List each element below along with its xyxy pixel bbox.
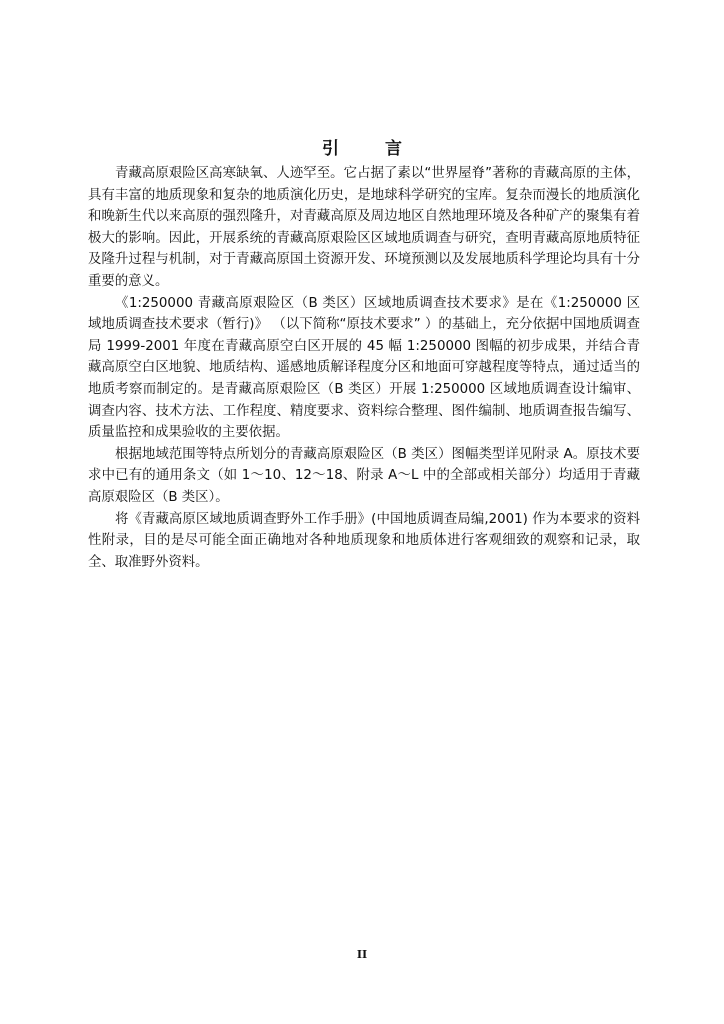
- paragraph-field-manual: 将《青藏高原区域地质调查野外工作手册》(中国地质调查局编,2001) 作为本要求的资料性附录，目的是尽可能全面正确地对各种地质现象和地质体进行客观细致的观察和记录，取全、取准野外资料。: [88, 511, 640, 570]
- page-number: II: [356, 948, 368, 961]
- section-title: 引 言: [322, 139, 422, 159]
- body-text: [88, 163, 640, 573]
- paragraph-technical-requirements: 《1:250000 青藏高原艰险区（B 类区）区域地质调查技术要求》是在《1:250000 区域地质调查技术要求（暂行)》 （以下简称“原技术要求” ）的基础上，充分依据中国地质调查局 1999-2001 年度在青藏高原空白区开展的 45 幅 1:250000 图幅的初步成果，并结合青藏高原空白区地貌、地质结构、遥感地质解译程度分区和地面可穿越程度等特点，通过适当的地质考察而制定的。是青藏高原艰险区（B 类区）开展 1:250000 区域地质调查设计编审、调查内容、技术方法、工作程度、精度要求、资料综合整理、图件编制、地质调查报告编写、质量监控和成果验收的主要依据。: [88, 295, 640, 441]
- paragraph-map-types: 根据地域范围等特点所划分的青藏高原艰险区（B 类区）图幅类型详见附录 A。原技术要求中已有的通用条文（如 1～10、12～18、附录 A～L 中的全部或相关部分）均适用于青藏高原艰险区（B 类区）。: [88, 446, 640, 505]
- paragraph-intro: 青藏高原艰险区高寒缺氧、人迹罕至。它占据了素以“世界屋脊”著称的青藏高原的主体，具有丰富的地质现象和复杂的地质演化历史，是地球科学研究的宝库。复杂而漫长的地质演化和晚新生代以来高原的强烈隆升，对青藏高原及周边地区自然地理环境及各种矿产的聚集有着极大的影响。因此，开展系统的青藏高原艰险区区域地质调查与研究，查明青藏高原地质特征及隆升过程与机制，对于青藏高原国土资源开发、环境预测以及发展地质科学理论均具有十分重要的意义。: [88, 166, 640, 289]
